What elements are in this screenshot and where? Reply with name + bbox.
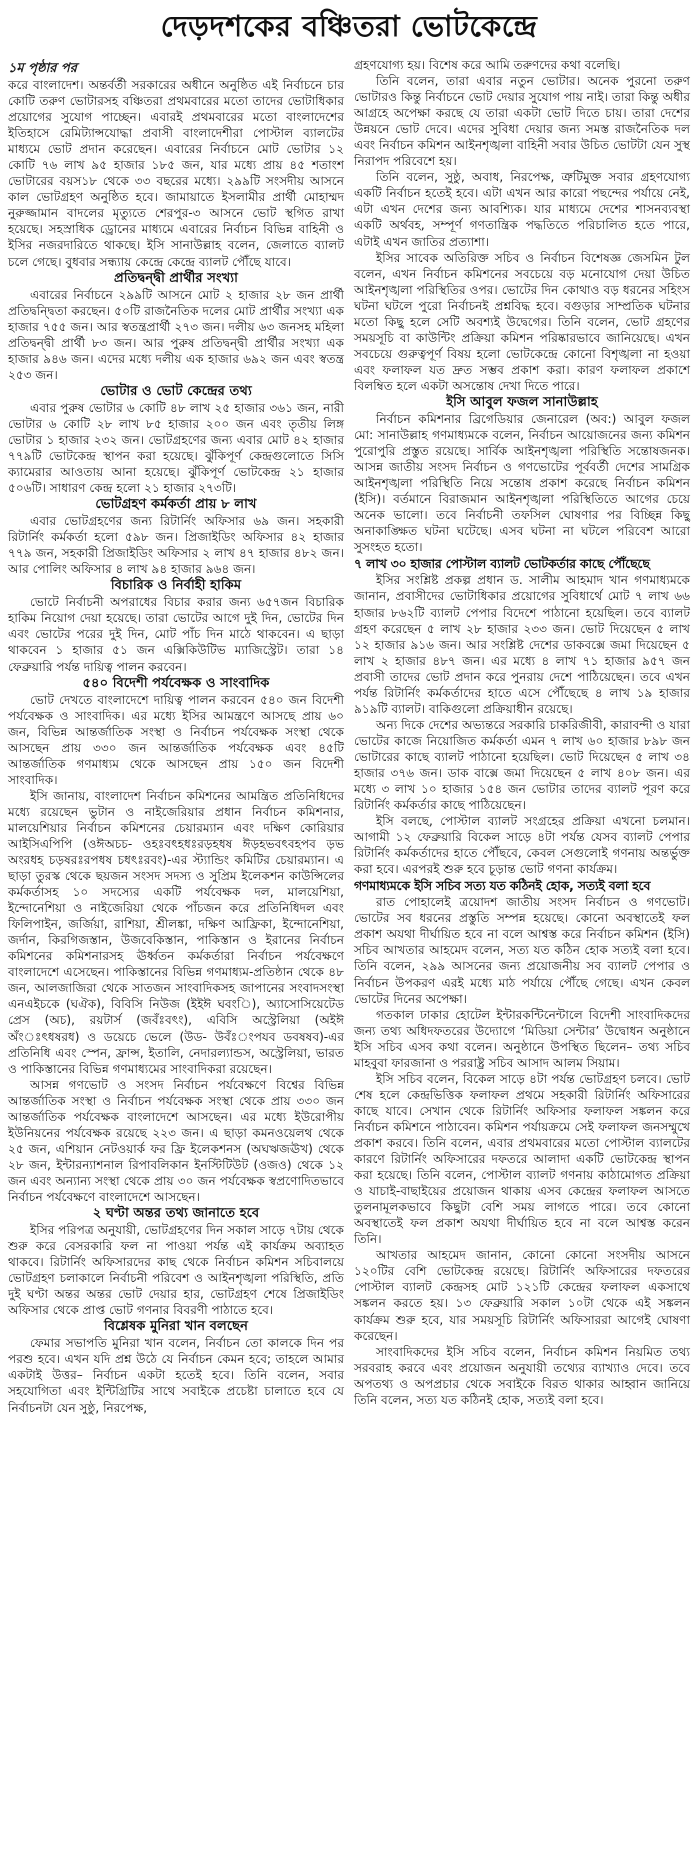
article-paragraph: আসন্ন গণভোট ও সংসদ নির্বাচন পর্যবেক্ষণে বিশ্বের বিভিন্ন আন্তর্জাতিক সংস্থা ও নির্বাচন পর্যবেক্ষক সংস্থা থেকে প্রায় ৩৩০ জন আন্তর্জাতিক পর্যবেক্ষক বাংলাদেশে আসছেন। এর মধ্যে ইউরোপীয় ইউনিয়নের পর্যবেক্ষক রয়েছে ২২৩ জন। এ ছাড়া কমনওয়েলথ থেকে ২৫ জন, এশিয়ান নেটওয়ার্ক ফর ফ্রি ইলেকশনস (অঘঋজঊখ) থেকে ২৮ জন, ইন্টারন্যাশনাল রিপাবলিকান ইনস্টিটিউট (ওজও) থেকে ১২ জন এবং অন্যান্য সংস্থা থেকে প্রায় ৩০ জন পর্যবেক্ষক স্বপ্রণোদিতভাবে নির্বাচন পর্যবেক্ষণে বাংলাদেশে আসছেন। xyxy=(8,1077,344,1204)
article-paragraph: ইসির সংশ্লিষ্ট প্রকল্প প্রধান ড. সালীম আহমাদ খান গণমাধ্যমকে জানান, প্রবাসীদের ভোটাধিকার প্রয়োগের সুবিধার্থে মোট ৭ লাখ ৬৬ হাজার ৮৬২টি ব্যালট পেপার বিদেশে পাঠানো হয়েছিল। তবে ব্যালট গ্রহণ করেছেন ৫ লাখ ২৮ হাজার ২৩৩ জন। ভোট দিয়েছেন ৫ লাখ ১২ হাজার ৯১৬ জন। আর সংশ্লিষ্ট দেশের ডাকবক্সে জমা দিয়েছেন ৫ লাখ ২ হাজার ৪৮৭ জন। এর মধ্যে ৪ লাখ ৭১ হাজার ৯৫৭ জন প্রবাসী তাদের ভোট প্রদান করে পুনরায় দেশে পাঠিয়েছেন। তবে এখন পর্যন্ত রিটার্নিং কর্মকর্তাদের হাতে এসে পৌঁছেছে ৪ লাখ ১৯ হাজার ৯১৯টি ব্যালট। বাকিগুলো প্রক্রিয়াধীন রয়েছে। xyxy=(354,573,690,716)
article-column-right xyxy=(354,57,690,1408)
article-paragraph: গ্রহণযোগ্য হয়। বিশেষ করে আমি তরুণদের কথা বলেছি। xyxy=(354,58,621,72)
section-subheading: গণমাধ্যমকে ইসি সচিব সত্য যত কঠিনই হোক, সত্যই বলা হবে xyxy=(354,878,651,894)
right-column-body xyxy=(354,57,690,1408)
section-subheading: বিচারিক ও নির্বাহী হাকিম xyxy=(110,578,242,594)
headline: দেড়দশকের বঞ্চিতরা ভোটকেন্দ্রে xyxy=(160,9,538,43)
article-column-left xyxy=(8,60,344,1416)
article-paragraph: তিনি বলেন, তারা এবার নতুন ভোটার। অনেক পুরনো তরুণ ভোটারও কিন্তু নির্বাচনে ভোট দেয়ার সুযোগ পায় নাই। তারা কিন্তু অধীর আগ্রহে অপেক্ষা করছে যে তারা একটা ভোট দিতে চায়। তারা দেশের উন্নয়নে ভোট দেবে। এদের সুবিধা দেয়ার জন্য সমস্ত রাজনৈতিক দল এবং নির্বাচন কমিশন আইনশৃঙ্খলা বাহিনী সবার উচিত ভোটটা যেন সুস্থ নিরাপদ পরিবেশে হয়। xyxy=(354,74,690,169)
article-paragraph: ইসি সচিব বলেন, বিকেল সাড়ে ৪টা পর্যন্ত ভোটগ্রহণ চলবে। ভোট শেষ হলে কেন্দ্রভিত্তিক ফলাফল প্রথমে সহকারী রিটার্নিং অফিসারের কাছে যাবে। সেখান থেকে রিটার্নিং অফিসার ফলাফল সঙ্কলন করে নির্বাচন কমিশনে পাঠাবেন। কমিশন পর্যায়ক্রমে সেই ফলাফল জনসম্মুখে প্রকাশ করবে। তিনি বলেন, এবার প্রথমবারের মতো পোস্টাল ব্যালটের কারণে রিটার্নিং অফিসারের দফতরে আলাদা একটি ভোটকেন্দ্র স্থাপন করা হয়েছে। তিনি বলেন, পোস্টাল ব্যালট গণনায় কাঠামোগত প্রক্রিয়া ও যাচাই-বাছাইয়ের প্রয়োজন থাকায় এসব কেন্দ্রের ফলাফল আসতে তুলনামূলকভাবে কিছুটা বেশি সময় লাগতে পারে। তবে কোনো অবস্থাতেই ফল প্রকাশ অযথা দীর্ঘায়িত হবে না বলে আশ্বস্ত করেন তিনি। xyxy=(354,1071,690,1247)
section-subheading: বিশ্লেষক মুনিরা খান বলছেন xyxy=(103,1319,249,1335)
section-subheading: প্রতিদ্বন্দ্বী প্রার্থীর সংখ্যা xyxy=(114,270,238,286)
section-subheading: ভোটার ও ভোট কেন্দ্রের তথ্য xyxy=(100,383,252,399)
article-paragraph: ফেমার সভাপতি মুনিরা খান বলেন, নির্বাচন তো কালকে দিন পর পরশু হবে। এখন যদি প্রশ্ন উঠে যে নির্বাচন কেমন হবে; তাহলে আমার একটাই উত্তর– নির্বাচন একটা হতেই হবে। তিনি বলেন, সবার সহযোগিতা এবং ইন্টিগ্রিটির সাথে সবাইকে প্রচেষ্টা চালাতে হবে যে নির্বাচনটা যেন সুষ্ঠু, নিরপেক্ষ, xyxy=(8,1336,344,1415)
article-paragraph: ভোট দেখতে বাংলাদেশে দায়িত্ব পালন করবেন ৫৪০ জন বিদেশী পর্যবেক্ষক ও সাংবাদিক। এর মধ্যে ইসির আমন্ত্রণে আসছে প্রায় ৬০ জন, বিভিন্ন আন্তর্জাতিক সংস্থা ও নির্বাচন পর্যবেক্ষক সংস্থা থেকে আসছেন প্রায় ৩৩০ জন আন্তর্জাতিক পর্যবেক্ষক এবং ৪৫টি আন্তর্জাতিক গণমাধ্যম থেকে আসছেন প্রায় ১৫০ জন বিদেশী সাংবাদিক। xyxy=(8,692,344,787)
article-paragraph: এবারের নির্বাচনে ২৯৯টি আসনে মোট ২ হাজার ২৮ জন প্রার্থী প্রতিদ্বন্দ্বিতা করছেন। ৫০টি রাজনৈতিক দলের মোট প্রার্থীর সংখ্যা এক হাজার ৭৫৫ জন। আর স্বতন্ত্রপ্রার্থী ২৭৩ জন। দলীয় ৬৩ জনসহ মহিলা প্রতিদ্বন্দ্বী প্রার্থী ৮৩ জন। আর পুরুষ প্রতিদ্বন্দ্বী প্রার্থীর সংখ্যা এক হাজার ৯৪৬ জন। এদের মধ্যে দলীয় এক হাজার ৬৯২ জন এবং স্বতন্ত্র ২৫৩ জন। xyxy=(8,287,344,382)
section-subheading: ২ ঘণ্টা অন্তর তথ্য জানাতে হবে xyxy=(92,1206,260,1222)
article-paragraph: ইসি বলছে, পোস্টাল ব্যালট সংগ্রহের প্রক্রিয়া এখনো চলমান। আগামী ১২ ফেব্রুয়ারি বিকেল সাড়ে ৪টা পর্যন্ত যেসব ব্যালট পেপার রিটার্নিং কর্মকর্তাদের হাতে পৌঁছবে, কেবল সেগুলোই গণনায় অন্তর্ভুক্ত করা হবে। এরপরই শুরু হবে চূড়ান্ত ভোট গণনা কার্যক্রম। xyxy=(354,814,690,877)
article-paragraph: সাংবাদিকদের ইসি সচিব বলেন, নির্বাচন কমিশন নিয়মিত তথ্য সরবরাহ করবে এবং প্রয়োজন অনুযায়ী তথ্যের ব্যাখ্যাও দেবে। তবে অপতথ্য ও অপপ্রচার থেকে সবাইকে বিরত থাকার আহ্বান জানিয়ে তিনি বলেন, সত্য যত কঠিনই হোক, সত্যই বলা হবে। xyxy=(354,1344,690,1407)
section-subheading: ভোটগ্রহণ কর্মকর্তা প্রায় ৮ লাখ xyxy=(95,497,257,513)
left-column-body xyxy=(8,77,344,1416)
article-paragraph: ইসির সাবেক অতিরিক্ত সচিব ও নির্বাচন বিশেষজ্ঞ জেসমিন টুল বলেন, এখন নির্বাচন কমিশনের সবচেয়ে বড় মনোযোগ দেয়া উচিত আইনশৃঙ্খলা পরিস্থিতির ওপর। ভোটের দিন কোথাও বড় ধরনের সহিংস ঘটনা ঘটলে পুরো নির্বাচনই প্রশ্নবিদ্ধ হবে। বগুড়ার সাম্প্রতিক ঘটনার মতো কিছু হলে সেটি অবশ্যই উদ্বেগের। তিনি বলেন, ভোট গ্রহণের সময়সূচি বা কাউন্টিং প্রক্রিয়া কমিশন পরিষ্কারভাবে জানিয়েছে। এখন সবচেয়ে গুরুত্বপূর্ণ বিষয় হলো ভোটকেন্দ্রে কোনো বিশৃঙ্খলা না হওয়া এবং ফলাফল যত দ্রুত সম্ভব প্রকাশ করা। কারণ ফলাফল প্রকাশে বিলম্বিত হলে একটা অসন্তোষ দেখা দিতে পারে। xyxy=(354,250,690,393)
article-paragraph: তিনি বলেন, সুষ্ঠু, অবাধ, নিরপেক্ষ, ত্রুটিমুক্ত সবার গ্রহণযোগ্য একটি নির্বাচন হতেই হবে। এটা এখন আর কারো পছন্দের পর্যায়ে নেই, এটা এখন দেশের জন্য আবশ্যিক। যার মাধ্যমে দেশের শাসনব্যবস্থা একটি অর্থবহ, সম্পূর্ণ গণতান্ত্রিক পদ্ধতিতে পরিচালিত হতে পারে, এটাই এখন জাতির প্রত্যাশা। xyxy=(354,170,690,249)
article-paragraph: ইসির পরিপত্র অনুযায়ী, ভোটগ্রহণের দিন সকাল সাড়ে ৭টায় থেকে শুরু করে বেসরকারি ফল না পাওয়া পর্যন্ত এই কার্যক্রম অব্যাহত থাকবে। রিটার্নিং অফিসারদের কাছ থেকে নির্বাচন কমিশন সচিবালয়ে ভোটগ্রহণ চলাকালে নির্বাচনী পরিবেশ ও আইনশৃঙ্খলা পরিস্থিতি, প্রতি দুই ঘণ্টা অন্তর অন্তর ভোট দেয়ার হার, ভোটগ্রহণ শেষে প্রিজাইডিং অফিসার থেকে প্রাপ্ত ভোট গণনার বিবরণী পাঠাতে হবে। xyxy=(8,1223,344,1318)
article-paragraph: এবার ভোটগ্রহণের জন্য রিটার্নিং অফিসার ৬৯ জন। সহকারী রিটার্নিং কর্মকর্তা হলো ৫৯৮ জন। প্রিজাইডিং অফিসার ৪২ হাজার ৭৭৯ জন, সহকারী প্রিজাইডিং অফিসার ২ লাখ ৪৭ হাজার ৪৮২ জন। আর পোলিং অফিসার ৪ লাখ ৯৪ হাজার ৯৬৪ জন। xyxy=(8,514,344,577)
article-paragraph: রাত পোহালেই ত্রয়োদশ জাতীয় সংসদ নির্বাচন ও গণভোট। ভোটের সব ধরনের প্রস্তুতি সম্পন্ন হয়েছে। কোনো অবস্থাতেই ফল প্রকাশ অযথা দীর্ঘায়িত হবে না বলে আশ্বস্ত করে নির্বাচন কমিশন (ইসি) সচিব আখতার আহমেদ বলেন, সত্য যত কঠিন হোক সত্যই বলা হবে। তিনি বলেন, ২৯৯ আসনের জন্য প্রয়োজনীয় সব ব্যালট পেপার ও নির্বাচন উপকরণ এরই মধ্যে মাঠ পর্যায়ে পৌঁছে গেছে। এখন কেবল ভোটের দিনের অপেক্ষা। xyxy=(354,895,690,1006)
article-paragraph: ইসি জানায়, বাংলাদেশ নির্বাচন কমিশনের আমন্ত্রিত প্রতিনিধিদের মধ্যে রয়েছেন ভুটান ও নাইজেরিয়ার প্রধান নির্বাচন কমিশনার, মালয়েশিয়ার নির্বাচন কমিশনের চেয়ারম্যান এবং দক্ষিণ কোরিয়ার আইসিএপিপি (ওঈঅচচ- ওহঃবৎহধঃরড়হধষ ঈড়হভবৎবহপব ড়ভ অংরধহ চড়ষরঃরপধষ চধৎঃরবং)-এর স্ট্যান্ডিং কমিটির চেয়ারম্যান। এ ছাড়া তুরস্ক থেকে ছয়জন সংসদ সদস্য ও সুপ্রিম ইলেকশন কাউন্সিলের কর্মকর্তাসহ ১০ সদস্যের একটি পর্যবেক্ষক দল, মালয়েশিয়া, ইন্দোনেশিয়া ও নাইজেরিয়া থেকে পাঁচজন করে প্রতিনিধিদল এবং ফিলিপাইন, জর্জিয়া, রাশিয়া, শ্রীলঙ্কা, দক্ষিণ আফ্রিকা, ইন্দোনেশিয়া, জর্দান, কিরগিজস্তান, উজবেকিস্তান, পাকিস্তান ও ইরানের নির্বাচন কমিশনের কমিশনারসহ ঊর্ধ্বতন কর্মকর্তারা নির্বাচন পর্যবেক্ষণে বাংলাদেশে এসেছেন। পাকিস্তানের বিভিন্ন গণমাধ্যম-প্রতিষ্ঠান থেকে ৪৮ জন, আলজাজিরা থেকে সাতজন সাংবাদিকসহ জাপানের সংবাদসংস্থা এনএইচকে (ঘঐক), বিবিসি নিউজ (ইইঈ ঘবংি), অ্যাসোসিয়েটেড প্রেস (অচ), রয়টার্স (জবঁঃবৎং), এবিসি অস্ট্রেলিয়া (অইঈ অঁংঃৎধষরধ) ও ডয়েচে ভেলে (উড- উবঁঃংপযব ডবষষব)-এর প্রতিনিধি এবং স্পেন, ফ্রান্স, ইতালি, নেদারল্যান্ডস, অস্ট্রেলিয়া, ভারত ও পাকিস্তানের বিভিন্ন গণমাধ্যমের সাংবাদিকরা রয়েছেন। xyxy=(8,788,344,1076)
section-subheading: ইসি আবুল ফজল সানাউল্লাহ xyxy=(446,394,598,410)
article-paragraph: নির্বাচন কমিশনার ব্রিগেডিয়ার জেনারেল (অব:) আবুল ফজল মো: সানাউল্লাহ গণমাধ্যমকে বলেন, নির্বাচন আয়োজনের জন্য কমিশন পুরোপুরি প্রস্তুত রয়েছে। সার্বিক আইনশৃঙ্খলা পরিস্থিতি সন্তোষজনক। আসন্ন জাতীয় সংসদ নির্বাচন ও গণভোটের পূর্ববর্তী দেশের সামগ্রিক আইনশৃঙ্খলা পরিস্থিতি নিয়ে সন্তোষ প্রকাশ করেছে নির্বাচন কমিশন (ইসি)। বর্তমানে বিরাজমান আইনশৃঙ্খলা পরিস্থিতিতে আগের চেয়ে অনেক ভালো। তবে নির্বাচনী তফসিল ঘোষণার পর বিচ্ছিন্ন কিছু অনাকাঙ্ক্ষিত ঘটনা ঘটেছে। এসব ঘটনা না ঘটলে পরিবেশ আরো সুসংহত হতো। xyxy=(354,411,690,555)
article-paragraph: আখতার আহমেদ জানান, কোনো কোনো সংসদীয় আসনে ১২০টির বেশি ভোটকেন্দ্র রয়েছে। রিটার্নিং অফিসারের দফতরের পোস্টাল ব্যালট কেন্দ্রসহ মোট ১২১টি কেন্দ্রের ফলাফল একসাথে সঙ্কলন করতে হয়। ১৩ ফেব্রুয়ারি সকাল ১০টা থেকে এই সঙ্কলন কার্যক্রম শুরু হবে, যার সময়সূচি রিটার্নিং অফিসাররা আগেই ঘোষণা করেছেন। xyxy=(354,1248,690,1343)
article-paragraph: এবার পুরুষ ভোটার ৬ কোটি ৪৮ লাখ ২৫ হাজার ৩৬১ জন, নারী ভোটার ৬ কোটি ২৮ লাখ ৮৫ হাজার ২০০ জন এবং তৃতীয় লিঙ্গ ভোটার ১ হাজার ২৩২ জন। ভোটগ্রহণের জন্য এবার মোট ৪২ হাজার ৭৭৯টি ভোটকেন্দ্র স্থাপন করা হয়েছে। ঝুঁকিপূর্ণ কেন্দ্রগুলোতে সিসি ক্যামেরার আওতায় আনা হয়েছে। ঝুঁকিপূর্ণ ভোটকেন্দ্র ২১ হাজার ৫০৬টি। সাধারণ কেন্দ্র হলো ২১ হাজার ২৭৩টি। xyxy=(8,400,344,496)
article-paragraph: ভোটে নির্বাচনী অপরাধের বিচার করার জন্য ৬৫৭জন বিচারিক হাকিম নিয়োগ দেয়া হয়েছে। তারা ভোটের আগে দুই দিন, ভোটের দিন এবং ভোটের পরের দুই দিন, মোট পাঁচ দিন মাঠে থাকবেন। এ ছাড়া থাকবেন ১ হাজার ৫১ জন এক্সিকিউটিভ ম্যাজিস্ট্রেট। তারা ১৪ ফেব্রুয়ারি পর্যন্ত দায়িত্ব পালন করবেন। xyxy=(8,595,344,674)
article-paragraph: অন্য দিকে দেশের অভ্যন্তরে সরকারি চাকরিজীবী, কারাবন্দী ও যারা ভোটের কাজে নিয়োজিত কর্মকর্তা এমন ৭ লাখ ৬০ হাজার ৮৯৮ জন ভোটারের কাছে ব্যালট পাঠানো হয়েছিল। ভোট দিয়েছেন ৫ লাখ ৩৪ হাজার ৩৭৬ জন। ডাক বাক্সে জমা দিয়েছেন ৫ লাখ ৪০৮ জন। এর মধ্যে ৩ লাখ ১০ হাজার ১৫৪ জন ভোটার তাদের ব্যালট পূরণ করে রিটার্নিং কর্মকর্তার কাছে পাঠিয়েছেন। xyxy=(354,717,690,813)
section-subheading: ৭ লাখ ৩০ হাজার পোস্টাল ব্যালট ভোটকর্তার কাছে পৌঁছেছে xyxy=(354,556,650,572)
article-paragraph: করে বাংলাদেশ। অন্তর্বর্তী সরকারের অধীনে অনুষ্ঠিত এই নির্বাচনে চার কোটি তরুণ ভোটারসহ বঞ্চিতরা প্রথমবারের মতো তাদের ভোটাধিকার প্রয়োগের সুযোগ পাচ্ছেন। এবারই প্রথমবারের মতো বাংলাদেশের ইতিহাসে রেমিট্যান্সযোদ্ধা প্রবাসী বাংলাদেশীরা পোস্টাল ব্যালটের মাধ্যমে ভোট প্রদান করেছেন। এবারের নির্বাচনে মোট ভোটার ১২ কোটি ৭৬ লাখ ৯৫ হাজার ১৮৫ জন, যার মধ্যে প্রায় ৪৫ শতাংশ ভোটারের বয়স১৮ থেকে ৩৩ বছরের মধ্যে। ২৯৯টি সংসদীয় আসনে কাল ভোটগ্রহণ অনুষ্ঠিত হবে। জামায়াতে ইসলামীর প্রার্থী মোহাম্মদ নুরুজ্জামান বাদলের মৃত্যুতে শেরপুর-৩ আসনে ভোট স্থগিত রাখা হয়েছে। সহস্রাধিক ড্রোনের মাধ্যমে এবারের নির্বাচন বিভিন্ন বাহিনী ও ইসির নজরদারিতে থাকছে। ইসি সানাউল্লাহ বলেন, জেলাতে ব্যালট চলে গেছে। বুধবার সন্ধ্যায় কেন্দ্রে কেন্দ্রে ব্যালট পৌঁছে যাবে। xyxy=(8,78,344,269)
article-paragraph: গতকাল ঢাকার হোটেল ইন্টারকন্টিনেন্টালে বিদেশী সাংবাদিকদের জন্য তথ্য অধিদফতরের উদ্যোগে ‘মিডিয়া সেন্টার’ উদ্বোধন অনুষ্ঠানে ইসি সচিব এসব কথা বলেন। অনুষ্ঠানে উপস্থিত ছিলেন– তথ্য সচিব মাহবুবা ফারজানা ও পররাষ্ট্র সচিব আসাদ আলম সিয়াম। xyxy=(354,1007,690,1070)
section-subheading: ৫৪০ বিদেশী পর্যবেক্ষক ও সাংবাদিক xyxy=(82,675,270,691)
continued-from-label: ১ম পৃষ্ঠার পর xyxy=(8,61,77,76)
